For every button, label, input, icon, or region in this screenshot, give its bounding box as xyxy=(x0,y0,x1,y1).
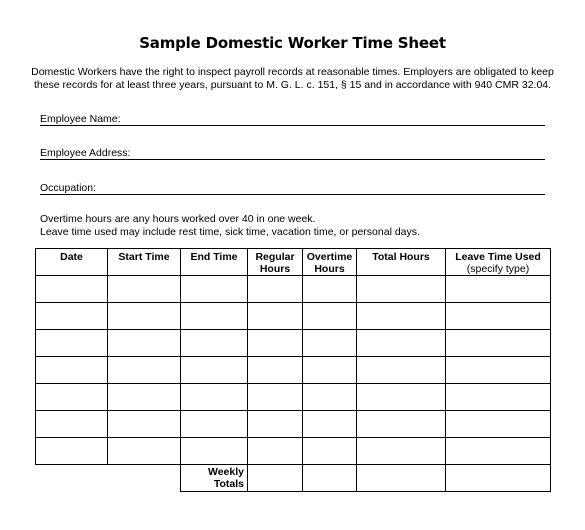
overtime-hours-cell[interactable] xyxy=(303,357,357,384)
overtime-hours-cell[interactable] xyxy=(303,438,357,465)
weekly-total-hours-cell[interactable] xyxy=(357,465,446,492)
intro-line-1: Domestic Workers have the right to inspect payroll records at reasonable times. Employers are obligated to keep xyxy=(31,66,554,78)
start-time-cell[interactable] xyxy=(108,411,181,438)
start-time-cell[interactable] xyxy=(108,303,181,330)
page-title: Sample Domestic Worker Time Sheet xyxy=(139,34,446,52)
employee-address-field[interactable] xyxy=(40,143,545,160)
date-cell[interactable] xyxy=(36,357,108,384)
regular-hours-cell[interactable] xyxy=(248,411,303,438)
start-time-cell[interactable] xyxy=(108,384,181,411)
end-time-cell[interactable] xyxy=(181,438,248,465)
regular-hours-cell[interactable] xyxy=(248,276,303,303)
weekly-totals-label: Weekly Totals xyxy=(181,465,248,492)
table-row xyxy=(36,438,551,465)
overtime-hours-cell[interactable] xyxy=(303,384,357,411)
total-hours-cell[interactable] xyxy=(357,411,446,438)
intro-line-2: these records for at least three years, pursuant to M. G. L. c. 151, § 15 and in accordance with 940 CMR 32.04. xyxy=(33,79,552,91)
weekly-totals-row xyxy=(36,465,551,492)
date-cell[interactable] xyxy=(36,330,108,357)
blank-cell xyxy=(108,465,181,492)
start-time-cell[interactable] xyxy=(108,357,181,384)
weekly-leave-time-cell[interactable] xyxy=(446,465,551,492)
total-hours-cell[interactable] xyxy=(357,276,446,303)
time-sheet-table xyxy=(35,248,551,492)
overtime-hours-cell[interactable] xyxy=(303,303,357,330)
leave-time-cell[interactable] xyxy=(446,303,551,330)
blank-cell xyxy=(36,465,108,492)
start-time-cell[interactable] xyxy=(108,438,181,465)
start-time-cell[interactable] xyxy=(108,330,181,357)
employee-name-field[interactable] xyxy=(40,109,545,126)
header-start-time: Start Time xyxy=(108,249,181,276)
date-cell[interactable] xyxy=(36,411,108,438)
leave-time-cell[interactable] xyxy=(446,330,551,357)
table-row xyxy=(36,330,551,357)
date-cell[interactable] xyxy=(36,276,108,303)
regular-hours-cell[interactable] xyxy=(248,330,303,357)
end-time-cell[interactable] xyxy=(181,276,248,303)
end-time-cell[interactable] xyxy=(181,303,248,330)
table-row xyxy=(36,411,551,438)
occupation-field[interactable] xyxy=(40,178,545,195)
leave-note: Leave time used may include rest time, sick time, vacation time, or personal days. xyxy=(40,226,420,238)
occupation-label: Occupation: xyxy=(40,182,97,194)
notes xyxy=(40,213,560,239)
end-time-cell[interactable] xyxy=(181,411,248,438)
overtime-hours-cell[interactable] xyxy=(303,411,357,438)
date-cell[interactable] xyxy=(36,438,108,465)
table-row xyxy=(36,357,551,384)
table-row xyxy=(36,276,551,303)
intro-paragraph xyxy=(30,66,555,92)
leave-time-cell[interactable] xyxy=(446,411,551,438)
regular-hours-cell[interactable] xyxy=(248,438,303,465)
overtime-hours-cell[interactable] xyxy=(303,330,357,357)
total-hours-cell[interactable] xyxy=(357,384,446,411)
total-hours-cell[interactable] xyxy=(357,303,446,330)
weekly-overtime-hours-cell[interactable] xyxy=(303,465,357,492)
table-row xyxy=(36,303,551,330)
leave-time-cell[interactable] xyxy=(446,276,551,303)
header-total-hours: Total Hours xyxy=(357,249,446,276)
total-hours-cell[interactable] xyxy=(357,357,446,384)
end-time-cell[interactable] xyxy=(181,357,248,384)
table-row xyxy=(36,384,551,411)
regular-hours-cell[interactable] xyxy=(248,357,303,384)
header-date: Date xyxy=(36,249,108,276)
header-regular-hours: Regular Hours xyxy=(248,249,303,276)
header-overtime-hours: Overtime Hours xyxy=(303,249,357,276)
leave-time-cell[interactable] xyxy=(446,357,551,384)
header-leave-time-used: Leave Time Used (specify type) xyxy=(446,249,551,276)
end-time-cell[interactable] xyxy=(181,330,248,357)
date-cell[interactable] xyxy=(36,303,108,330)
total-hours-cell[interactable] xyxy=(357,438,446,465)
header-row xyxy=(36,249,551,276)
regular-hours-cell[interactable] xyxy=(248,303,303,330)
employee-address-label: Employee Address: xyxy=(40,147,131,159)
end-time-cell[interactable] xyxy=(181,384,248,411)
start-time-cell[interactable] xyxy=(108,276,181,303)
regular-hours-cell[interactable] xyxy=(248,384,303,411)
employee-name-label: Employee Name: xyxy=(40,113,121,125)
leave-time-cell[interactable] xyxy=(446,438,551,465)
leave-time-cell[interactable] xyxy=(446,384,551,411)
weekly-regular-hours-cell[interactable] xyxy=(248,465,303,492)
overtime-note: Overtime hours are any hours worked over 40 in one week. xyxy=(40,213,316,225)
overtime-hours-cell[interactable] xyxy=(303,276,357,303)
header-end-time: End Time xyxy=(181,249,248,276)
total-hours-cell[interactable] xyxy=(357,330,446,357)
date-cell[interactable] xyxy=(36,384,108,411)
